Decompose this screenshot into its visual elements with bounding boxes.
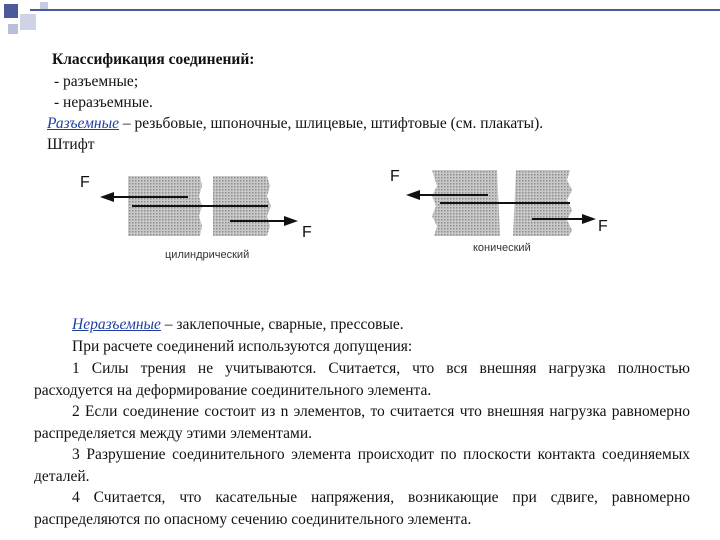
force-label: F [80,174,90,191]
razem-link[interactable]: Разъемные [47,115,119,132]
list-item: - неразъемные. [54,94,153,111]
cylindrical-caption: цилиндрический [165,249,250,261]
nerazem-line [72,314,404,335]
force-label: F [598,218,608,235]
nerazem-link[interactable]: Неразъемные [72,316,161,333]
force-label: F [390,168,400,185]
razem-description: – резьбовые, шпоночные, шлицевые, штифтовые (см. плакаты). [118,115,544,132]
arrow-head [406,190,420,200]
assumption-item: 1 Силы трения не учитываются. Считается, что вся внешняя нагрузка полностью расходуется на деформирование соединительного элемента. [34,360,690,399]
arrow-head [100,192,114,202]
arrow-head [582,214,596,224]
arrow-head [284,216,298,226]
assumption-item: 3 Разрушение соединительного элемента происходит по плоскости контакта соединяемых деталей. [34,446,690,485]
nerazem-description: – заклепочные, сварные, прессовые. [160,316,404,333]
heading: Классификация соединений: [52,51,255,68]
assumption-item: 4 Считается, что касательные напряжения, возникающие при сдвиге, равномерно распределяются по опасному сечению соединительного элемента. [34,489,690,528]
assumptions-list [34,358,690,530]
force-label: F [302,224,312,241]
list-item: - разъемные; [54,73,139,90]
conical-caption: конический [473,242,531,254]
pin-title: Штифт [47,136,95,153]
assumptions-intro: При расчете соединений используются допущения: [72,338,413,355]
assumption-item: 2 Если соединение состоит из n элементов, то считается что внешняя нагрузка равномерно распределяется между этими элементами. [34,403,690,442]
